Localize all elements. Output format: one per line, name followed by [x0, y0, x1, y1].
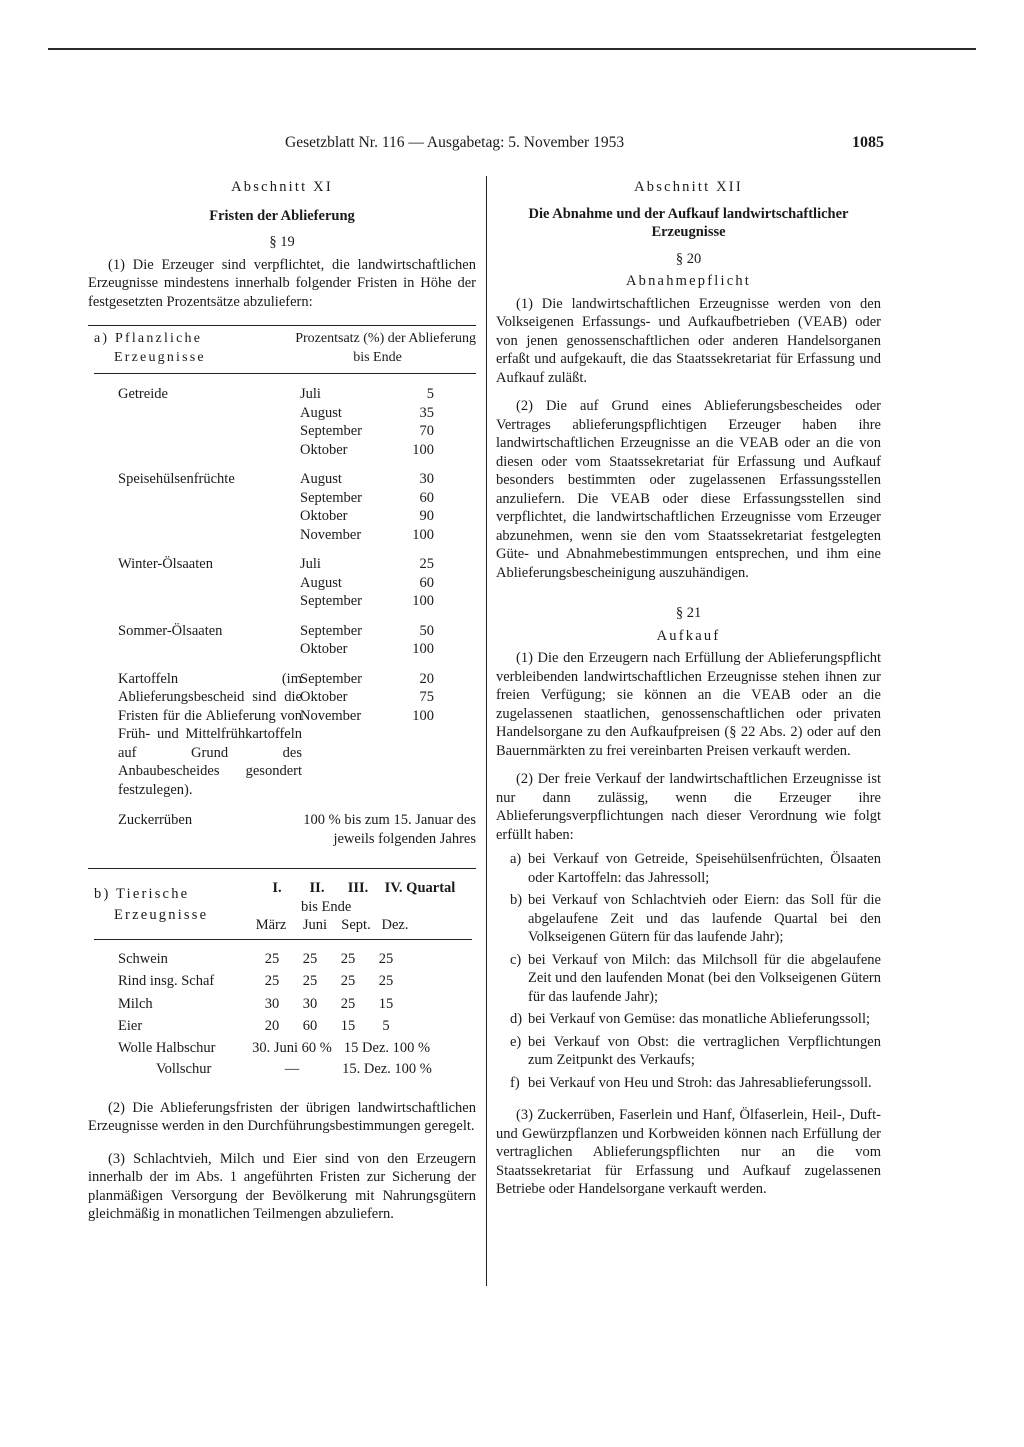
- month-label: Oktober: [300, 441, 348, 458]
- table-b-value: 25: [378, 973, 394, 989]
- list-marker: b): [510, 892, 523, 908]
- list-marker: a): [510, 851, 522, 867]
- table-b-value: 20: [264, 1018, 280, 1034]
- table-rule: [88, 868, 476, 869]
- table-b-label-2: Erzeugnisse: [114, 906, 209, 923]
- list-marker: e): [510, 1033, 522, 1050]
- table-b-value: 30. Juni 60 %: [252, 1039, 332, 1056]
- table-a-col-sub: bis Ende: [353, 349, 402, 365]
- month-header: Sept.: [341, 917, 371, 933]
- month-label: September: [300, 593, 363, 609]
- table-a-row: [280, 489, 476, 508]
- table-b-value: 15. Dez. 100 %: [342, 1061, 432, 1077]
- table-b-quarters: [259, 879, 476, 898]
- table-b-row: [88, 1060, 476, 1079]
- table-b-value: 25: [340, 950, 356, 967]
- percent-value: 100: [412, 526, 434, 543]
- table-a-row: [88, 811, 476, 848]
- paragraph-sign: § 20: [675, 250, 702, 267]
- table-a-row: [280, 622, 476, 641]
- month-label: August: [300, 574, 342, 591]
- table-a-rows: [280, 555, 476, 611]
- percent-value: 20: [419, 670, 434, 687]
- table-a-body: [88, 385, 476, 799]
- table-a-row: [280, 707, 476, 726]
- table-a-row: [280, 441, 476, 460]
- table-b-label: b) Tierische: [94, 886, 190, 902]
- month-label: Oktober: [300, 508, 348, 524]
- percent-value: 70: [419, 423, 434, 439]
- right-column: [496, 176, 881, 1199]
- table-rule: [94, 939, 472, 940]
- table-b-value: 25: [340, 995, 356, 1012]
- table-b-value: 60: [302, 1018, 318, 1034]
- month-label: Oktober: [300, 641, 348, 657]
- month-label: September: [300, 423, 363, 439]
- table-b-bis-ende: bis Ende: [301, 898, 352, 915]
- percent-value: 25: [419, 556, 434, 572]
- section-heading: Abschnitt XI: [231, 179, 333, 195]
- left-column: [88, 176, 476, 1224]
- month-label: November: [300, 526, 362, 543]
- table-a-row: [280, 385, 476, 404]
- quarter-header: II.: [309, 880, 325, 896]
- list-marker: d): [510, 1011, 523, 1027]
- paragraph-text: (1) Die den Erzeugern nach Erfüllung der Ablieferungspflicht verbleibenden landwirtschaftlichen Erzeugnisse stehen ihnen zur freien Verfügung; sie können an die VEAB oder an die zugelassenen staatlichen, genossenschaftlichen oder privaten Handelsorgane zu den Aufkaufpreisen (§ 22 Abs. 2) oder auf den Bauernmärkten zu frei vereinbarten Preisen verkauft werden.: [496, 650, 881, 759]
- table-a-row: [280, 470, 476, 489]
- table-a-row: [280, 526, 476, 545]
- table-b-row: [88, 950, 476, 969]
- list-item: [496, 1074, 881, 1093]
- list-text: bei Verkauf von Getreide, Speisehülsenfrüchten, Ölsaaten oder Kartoffeln: das Jahressoll;: [528, 851, 881, 886]
- month-label: September: [300, 489, 363, 506]
- month-header: Dez.: [381, 917, 409, 933]
- table-a-product: Getreide: [118, 386, 168, 402]
- table-b-value: 30: [302, 995, 318, 1012]
- percent-value: 60: [419, 574, 434, 591]
- list-marker: f): [510, 1074, 520, 1091]
- table-a-row: [280, 404, 476, 423]
- table-a-product: Sommer-Ölsaaten: [118, 622, 223, 639]
- paragraph-text: (2) Die auf Grund eines Ablieferungsbescheides oder Vertrages ablieferungspflichtigen Erzeuger haben ihre landwirtschaftlichen Erzeugnisse an die VEAB oder an die von diesen oder vom Staatssekretariat für Erfassung und Aufkauf besonders bestimmten oder zugelassenen Erfassungsstellen anzuliefern. Die VEAB oder diese Erfassungsstellen sind verpflichtet, die landwirtschaftlichen Erzeugnisse vom Erzeuger abzunehmen, wenn sie den vom Staatssekretariat festgelegten Güte- und Abnahmebestimmungen entsprechen, und ihm eine Ablieferungsbescheinigung auszuhändigen.: [496, 398, 881, 581]
- quarter-header: I.: [272, 880, 282, 896]
- table-b-product: Schwein: [118, 950, 168, 967]
- page-header: Gesetzblatt Nr. 116 — Ausgabetag: 5. November 1953: [285, 134, 625, 151]
- section-heading: Abschnitt XII: [634, 179, 743, 195]
- section-title: Die Abnahme und der Aufkauf landwirtschaftlicher Erzeugnisse: [528, 205, 849, 240]
- table-b-value: 25: [302, 950, 318, 967]
- table-a-group: [88, 555, 476, 611]
- table-a-rows: [280, 670, 476, 800]
- list-text: bei Verkauf von Gemüse: das monatliche Ablieferungssoll;: [528, 1011, 871, 1027]
- list-text: bei Verkauf von Milch: das Milchsoll für die abgelaufene Zeit und den laufenden Monat (bei den Volkseigenen Gütern für das laufende Jahr);: [528, 951, 881, 1005]
- month-label: Juli: [300, 386, 321, 402]
- table-b-product: Milch: [118, 995, 153, 1012]
- month-label: September: [300, 670, 363, 687]
- table-b-row: [88, 995, 476, 1014]
- table-a-group: [88, 622, 476, 659]
- quarter-header: III.: [347, 880, 369, 896]
- month-label: August: [300, 404, 342, 421]
- percent-value: 50: [419, 622, 434, 639]
- table-a-rows: [280, 385, 476, 459]
- percent-value: 75: [419, 689, 434, 705]
- table-a-col-header: Prozentsatz (%) der Ablieferung: [295, 331, 476, 346]
- table-b-row: [88, 1039, 476, 1058]
- table-a-label: a) Pflanzliche: [94, 331, 203, 346]
- table-b-value: 30: [264, 995, 280, 1012]
- section-title: Fristen der Ablieferung: [209, 207, 355, 224]
- table-a-product: Zuckerrüben: [118, 812, 193, 828]
- list-text: bei Verkauf von Schlachtvieh oder Eiern: das Soll für die abgelaufene Zeit und das laufende Quartal bei den Volkseigenen Gütern für das laufende Jahr);: [528, 892, 881, 945]
- table-a-row: [280, 574, 476, 593]
- paragraph-title: Aufkauf: [656, 627, 721, 644]
- page-number: 1085: [852, 134, 884, 151]
- table-a-row: [280, 592, 476, 611]
- table-a-value: 100 % bis zum 15. Januar des jeweils folgenden Jahres: [303, 812, 476, 847]
- table-b-product: Rind insg. Schaf: [118, 973, 215, 989]
- list-item: [496, 1033, 881, 1070]
- paragraph-text: (2) Die Ablieferungsfristen der übrigen landwirtschaftlichen Erzeugnisse werden in den Durchführungsbestimmungen geregelt.: [88, 1099, 476, 1134]
- table-b-value: 25: [264, 973, 280, 989]
- paragraph-text: (1) Die Erzeuger sind verpflichtet, die landwirtschaftlichen Erzeugnisse mindestens innerhalb folgender Fristen in Höhe der festgesetzten Prozentsätze abzuliefern:: [88, 256, 476, 310]
- table-a-row: [280, 422, 476, 441]
- list-item: [496, 891, 881, 947]
- list-item: [496, 951, 881, 1007]
- table-rule: [94, 373, 476, 374]
- month-header: März: [255, 917, 287, 933]
- month-label: November: [300, 707, 362, 724]
- month-label: September: [300, 622, 363, 639]
- table-b-value: 5: [382, 1018, 390, 1034]
- percent-value: 100: [412, 593, 434, 609]
- table-a-product: Winter-Ölsaaten: [118, 556, 213, 572]
- table-b-value: 15: [340, 1018, 356, 1034]
- table-a-product: Speisehülsenfrüchte: [118, 471, 235, 487]
- paragraph-text: (3) Schlachtvieh, Milch und Eier sind von den Erzeugern innerhalb der im Abs. 1 angeführten Fristen zur Sicherung der planmäßigen Versorgung der Bevölkerung mit Nahrungsgütern gleichmäßig in monatlichen Teilmengen abzuliefern.: [88, 1150, 476, 1222]
- list-item: [496, 850, 881, 887]
- table-b-value: 25: [378, 950, 394, 967]
- month-header: Juni: [302, 917, 328, 933]
- table-b-value: 25: [264, 950, 280, 967]
- percent-value: 30: [419, 471, 434, 487]
- table-a-row: [280, 670, 476, 689]
- top-rule: [48, 48, 976, 50]
- table-a-header: [88, 330, 476, 367]
- paragraph-text: (2) Der freie Verkauf der landwirtschaftlichen Erzeugnisse ist nur dann zulässig, wenn die Erzeuger ihre Ablieferungsverpflichtungen nach dieser Verordnung wie folgt erfüllt haben:: [496, 771, 881, 843]
- month-label: Juli: [300, 556, 321, 572]
- table-a-label-2: Erzeugnisse: [114, 349, 206, 365]
- table-a-row: [280, 555, 476, 574]
- list-text: bei Verkauf von Obst: die vertraglichen Verpflichtungen zum Zeitpunkt des Verkaufs;: [528, 1033, 881, 1068]
- table-a-rows: [280, 622, 476, 659]
- table-a-product: Kartoffeln (im Ablieferungsbescheid sind die Fristen für die Ablieferung von Früh- und Mittelfrühkartoffeln auf Grund des Anbaubescheides gesondert festzulegen).: [118, 670, 302, 798]
- table-b-months: [247, 916, 476, 935]
- percent-value: 35: [419, 404, 434, 421]
- list-marker: c): [510, 951, 522, 968]
- paragraph-title: Abnahmepflicht: [625, 273, 752, 289]
- table-a-rows: [280, 470, 476, 544]
- table-b-value: 25: [340, 973, 356, 989]
- percent-value: 5: [426, 386, 434, 402]
- table-b-row: [88, 972, 476, 991]
- table-a-row: [280, 688, 476, 707]
- table-b-value: —: [284, 1061, 300, 1077]
- table-b-header: [88, 879, 476, 935]
- list-item: [496, 1010, 881, 1029]
- month-label: Oktober: [300, 689, 348, 705]
- table-a-row: [280, 507, 476, 526]
- paragraph-sign: § 21: [675, 605, 702, 621]
- table-a-group: [88, 385, 476, 459]
- percent-value: 60: [419, 489, 434, 506]
- table-rule: [88, 325, 476, 326]
- percent-value: 100: [412, 441, 434, 458]
- list-text: bei Verkauf von Heu und Stroh: das Jahresablieferungssoll.: [528, 1074, 872, 1091]
- table-a-group: [88, 670, 476, 800]
- column-divider: [486, 176, 487, 1286]
- table-b-body: [88, 950, 476, 1036]
- table-a-row: [280, 640, 476, 659]
- percent-value: 90: [419, 508, 434, 524]
- paragraph-text: (1) Die landwirtschaftlichen Erzeugnisse werden von den Volkseigenen Erfassungs- und Aufkaufbetrieben (VEAB) oder von jenen genossenschaftlichen oder anderen Handelsorganen erfaßt und aufgekauft, die das Staatssekretariat für Erfassung und Aufkauf zuläßt.: [496, 295, 881, 386]
- table-b-value: 25: [302, 973, 318, 989]
- table-a-group: [88, 470, 476, 544]
- table-b-value: 15 Dez. 100 %: [343, 1039, 431, 1056]
- month-label: August: [300, 471, 342, 487]
- table-b-product: Vollschur: [156, 1061, 212, 1077]
- table-b-row: [88, 1017, 476, 1036]
- table-b-value: 15: [378, 995, 394, 1012]
- paragraph-text: (3) Zuckerrüben, Faserlein und Hanf, Ölfaserlein, Heil-, Duft- und Gewürzpflanzen und Korbweiden können nach Erfüllung der vertraglichen Ablieferungspflichten nur an die vom Staatssekretariat für Erfassung und Aufkauf zugelassenen Betriebe oder Handelsorgane verkauft werden.: [496, 1107, 881, 1197]
- condition-list: [496, 850, 881, 1092]
- paragraph-sign: § 19: [269, 234, 295, 250]
- quarter-header: IV. Quartal: [384, 880, 456, 896]
- table-b-product: Eier: [118, 1018, 143, 1034]
- percent-value: 100: [412, 641, 434, 657]
- table-b-product: Wolle Halbschur: [118, 1039, 216, 1056]
- percent-value: 100: [412, 707, 434, 724]
